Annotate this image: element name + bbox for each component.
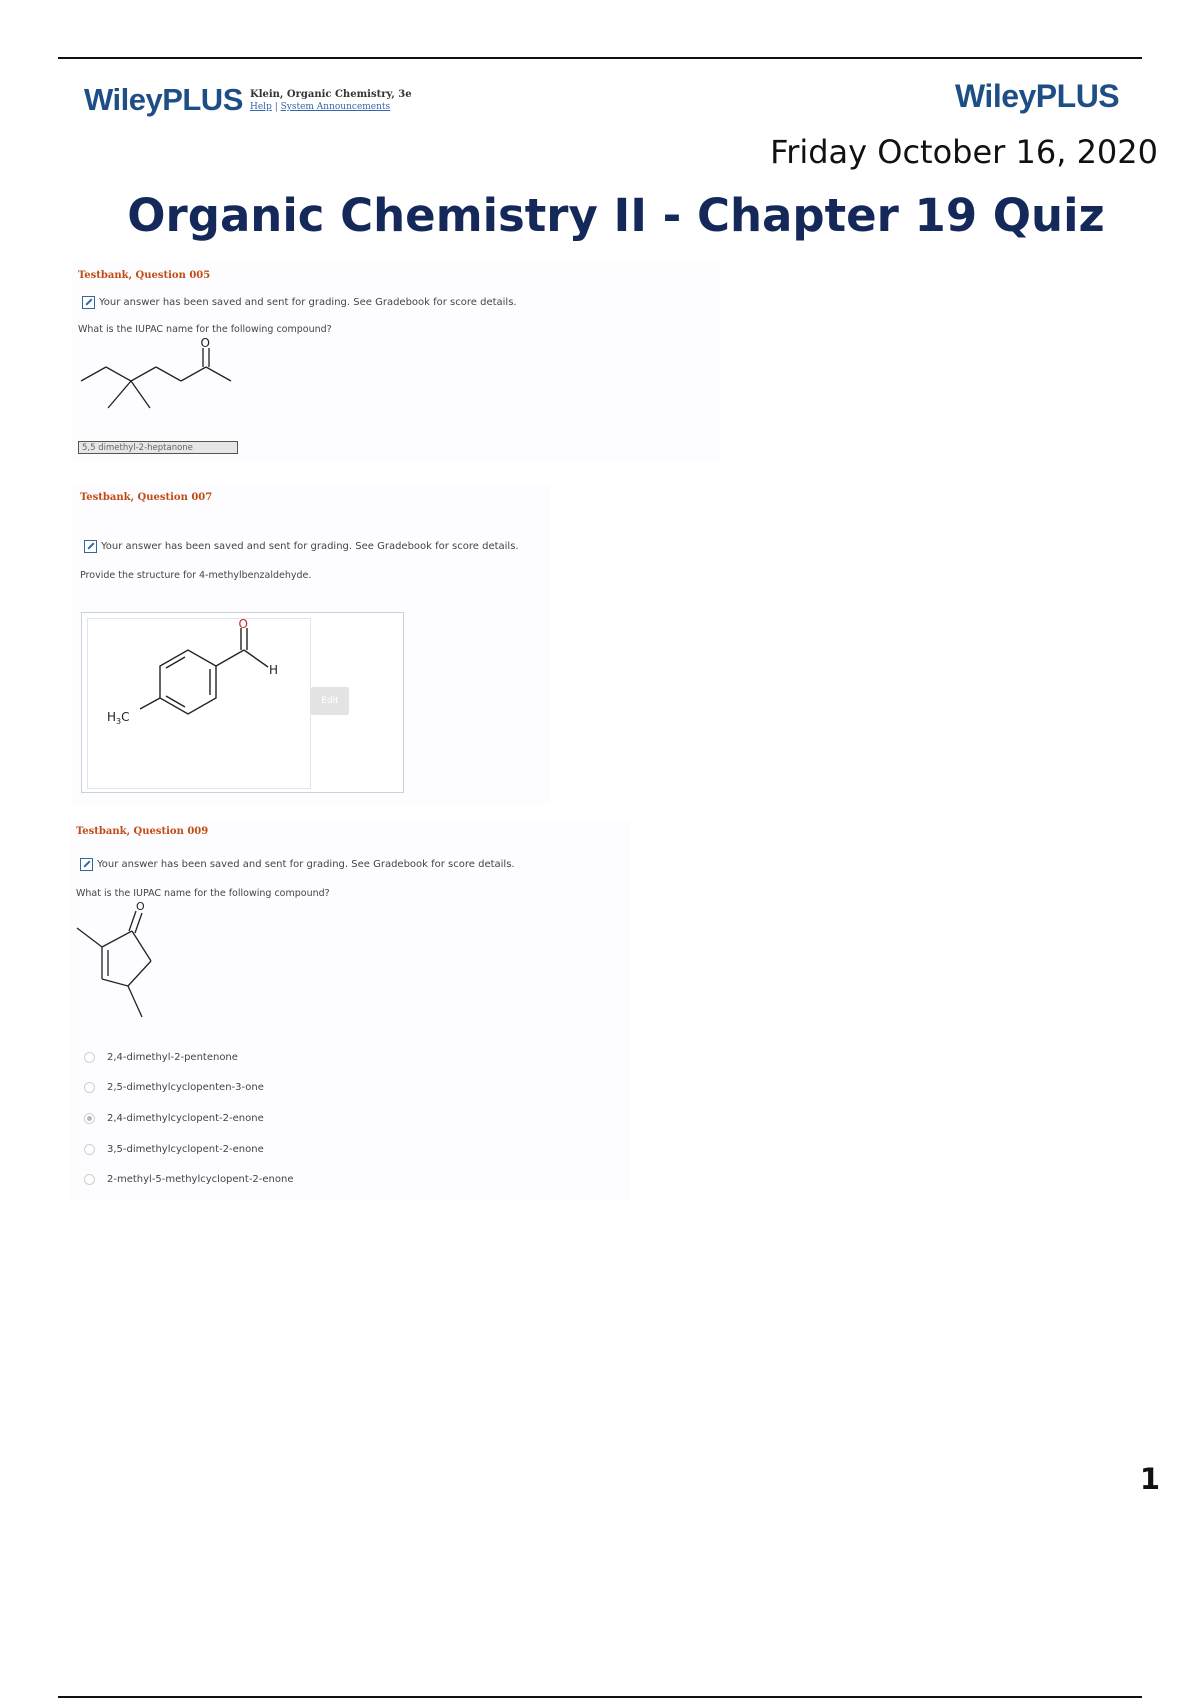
links-separator: |	[271, 102, 281, 112]
pencil-icon	[84, 540, 97, 553]
page-number: 1	[1139, 1462, 1160, 1496]
saved-message: Your answer has been saved and sent for grading. See Gradebook for score details.	[101, 541, 519, 552]
choice-option[interactable]	[84, 1174, 294, 1185]
methyl-label	[107, 710, 130, 726]
choice-option[interactable]	[84, 1144, 264, 1155]
choice-option[interactable]	[84, 1052, 238, 1063]
question-prompt: Provide the structure for 4-methylbenzaldehyde.	[80, 570, 312, 581]
wileyplus-logo-right: WileyPLUS	[955, 78, 1120, 114]
choice-label: 2-methyl-5-methylcyclopent-2-enone	[107, 1174, 294, 1185]
hydrogen-label: H	[269, 663, 279, 677]
header-links	[250, 101, 412, 113]
announcements-link[interactable]: System Announcements	[280, 102, 391, 112]
saved-notice	[84, 540, 519, 553]
question-heading: Testbank, Question 007	[80, 492, 213, 503]
choice-label: 2,4-dimethylcyclopent-2-enone	[107, 1113, 264, 1124]
question-heading: Testbank, Question 005	[78, 270, 211, 281]
edit-button[interactable]: Edit	[311, 687, 349, 715]
question-prompt: What is the IUPAC name for the following compound?	[78, 324, 332, 335]
saved-message: Your answer has been saved and sent for grading. See Gradebook for score details.	[99, 297, 517, 308]
help-link[interactable]: Help	[250, 102, 272, 112]
answer-field[interactable]: 5,5 dimethyl-2-heptanone	[78, 441, 238, 454]
choice-label: 2,4-dimethyl-2-pentenone	[107, 1052, 238, 1063]
choice-option[interactable]	[84, 1082, 264, 1093]
bottom-rule	[58, 1696, 1142, 1698]
saved-notice	[80, 858, 515, 871]
pencil-icon	[80, 858, 93, 871]
structure-canvas[interactable]	[87, 618, 311, 789]
saved-message: Your answer has been saved and sent for grading. See Gradebook for score details.	[97, 859, 515, 870]
oxygen-label: O	[200, 336, 210, 350]
structure-drawing-frame	[81, 612, 404, 793]
wileyplus-logo[interactable]: WileyPLUS	[84, 82, 243, 117]
oxygen-label: O	[136, 900, 145, 913]
methyl-c: C	[121, 710, 130, 724]
page-title: Organic Chemistry II - Chapter 19 Quiz	[127, 189, 1105, 242]
course-header	[250, 89, 412, 113]
choice-option[interactable]	[84, 1113, 264, 1124]
radio-button-selected[interactable]	[84, 1113, 95, 1124]
methyl-subscript: 3	[116, 717, 122, 726]
radio-button[interactable]	[84, 1052, 95, 1063]
radio-button[interactable]	[84, 1082, 95, 1093]
course-title: Klein, Organic Chemistry, 3e	[250, 89, 412, 100]
oxygen-label: O	[238, 619, 248, 631]
ketone-structure-diagram	[76, 336, 236, 416]
saved-notice	[82, 296, 517, 309]
question-heading: Testbank, Question 009	[76, 826, 209, 837]
radio-button[interactable]	[84, 1144, 95, 1155]
document-date: Friday October 16, 2020	[770, 133, 1158, 171]
benzaldehyde-structure-diagram	[88, 619, 310, 788]
top-rule	[58, 57, 1142, 59]
cyclopentenone-structure-diagram	[72, 898, 162, 1020]
choice-label: 3,5-dimethylcyclopent-2-enone	[107, 1144, 264, 1155]
choice-label: 2,5-dimethylcyclopenten-3-one	[107, 1082, 264, 1093]
question-prompt: What is the IUPAC name for the following compound?	[76, 888, 330, 899]
methyl-h: H	[107, 710, 117, 724]
radio-button[interactable]	[84, 1174, 95, 1185]
pencil-icon	[82, 296, 95, 309]
